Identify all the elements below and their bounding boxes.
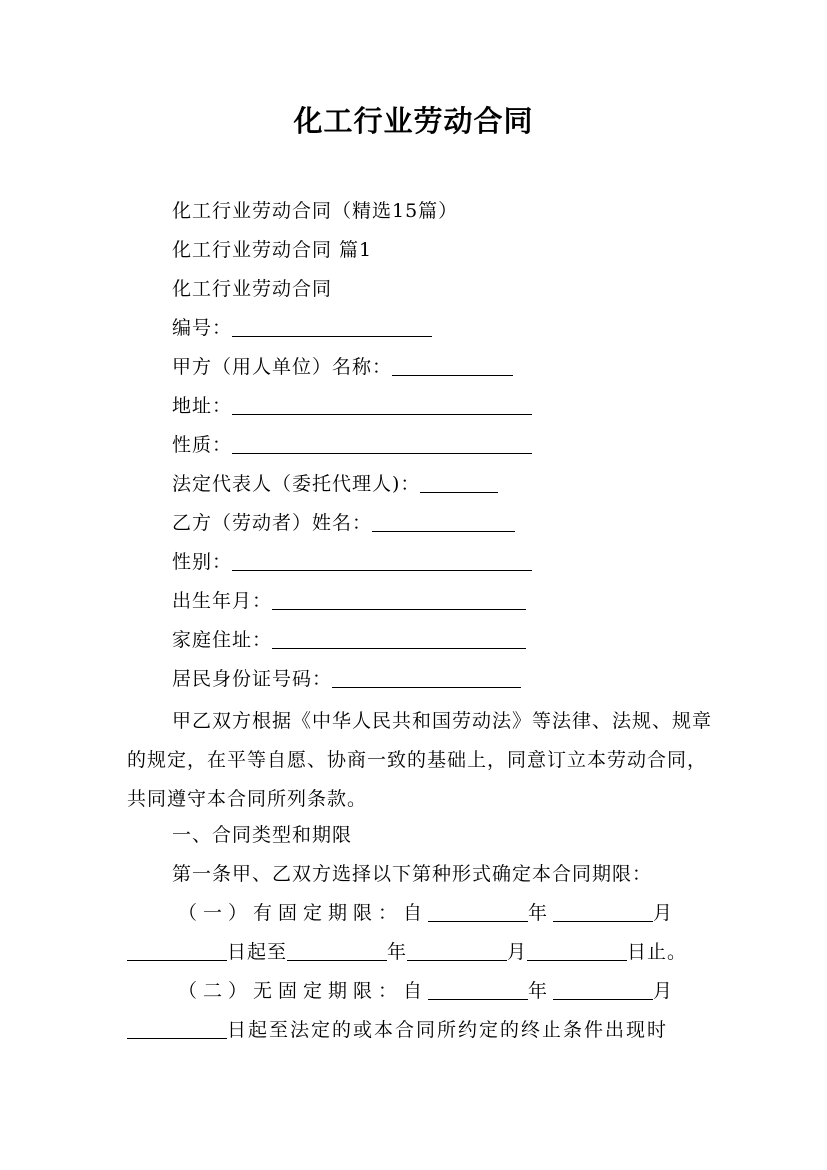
blank-start-year xyxy=(428,901,528,922)
intro-paragraph xyxy=(127,702,717,819)
field-gender-blank xyxy=(232,550,532,571)
fixed-year2-label: 年 xyxy=(387,941,408,963)
field-legal-rep-label: 法定代表人（委托代理人)： xyxy=(172,473,421,495)
blank-unfixed-month xyxy=(553,979,653,1000)
field-legal-rep xyxy=(172,470,717,498)
field-address-label: 地址： xyxy=(172,395,233,417)
field-legal-rep-blank xyxy=(420,472,498,493)
field-nature-label: 性质： xyxy=(172,434,233,456)
option-unfixed-label: （二）无固定期限：自 xyxy=(178,980,429,1002)
field-number xyxy=(172,314,717,342)
unfixed-year-label: 年 xyxy=(528,980,554,1002)
field-nature-blank xyxy=(232,433,532,454)
blank-start-day xyxy=(127,940,227,961)
field-home-address xyxy=(172,626,717,654)
field-id-number xyxy=(172,665,717,693)
article-1: 第一条甲、乙双方选择以下第种形式确定本合同期限： xyxy=(172,863,653,885)
field-number-label: 编号： xyxy=(172,317,233,339)
field-party-a-name-label: 甲方（用人单位）名称： xyxy=(172,356,393,378)
fixed-day-end-label: 日止。 xyxy=(627,941,688,963)
fixed-month-label: 月 xyxy=(653,902,679,924)
field-id-number-label: 居民身份证号码： xyxy=(172,668,333,690)
field-home-address-label: 家庭住址： xyxy=(172,629,273,651)
chapter-heading: 化工行业劳动合同 篇1 xyxy=(172,239,373,261)
field-number-blank xyxy=(232,316,432,337)
blank-end-day xyxy=(527,940,627,961)
blank-end-month xyxy=(407,940,507,961)
field-birth-blank xyxy=(272,589,526,610)
fixed-day-from-label: 日起至 xyxy=(227,941,288,963)
option-unfixed-term-cont xyxy=(127,1016,727,1044)
option-fixed-label: （一）有固定期限：自 xyxy=(178,902,429,924)
field-party-a-name-blank xyxy=(392,355,513,376)
section-heading: 一、合同类型和期限 xyxy=(172,824,353,846)
option-unfixed-term xyxy=(178,977,738,1005)
fixed-month2-label: 月 xyxy=(507,941,528,963)
field-gender xyxy=(172,548,717,576)
field-birth xyxy=(172,587,717,615)
option-fixed-term xyxy=(178,899,738,927)
field-id-number-blank xyxy=(332,667,521,688)
field-address-blank xyxy=(232,394,532,415)
field-party-b-name-label: 乙方（劳动者）姓名： xyxy=(172,512,373,534)
subtitle-line: 化工行业劳动合同（精选15篇） xyxy=(172,200,459,222)
field-nature xyxy=(172,431,717,459)
document-title: 化工行业劳动合同 xyxy=(293,104,534,138)
unfixed-rest-text: 日起至法定的或本合同所约定的终止条件出现时 xyxy=(227,1019,669,1041)
blank-start-month xyxy=(553,901,653,922)
blank-end-year xyxy=(287,940,387,961)
blank-unfixed-year xyxy=(428,979,528,1000)
field-party-b-name-blank xyxy=(372,511,515,532)
intro-paragraph-text: 甲乙双方根据《中华人民共和国劳动法》等法律、法规、规章的规定，在平等自愿、协商一致的基础上，同意订立本劳动合同，共同遵守本合同所列条款。 xyxy=(127,710,713,810)
unfixed-month-label: 月 xyxy=(653,980,679,1002)
field-address xyxy=(172,392,717,420)
blank-unfixed-day xyxy=(127,1018,227,1039)
field-birth-label: 出生年月： xyxy=(172,590,273,612)
option-fixed-term-cont xyxy=(127,938,727,966)
fixed-year-label: 年 xyxy=(528,902,554,924)
field-gender-label: 性别： xyxy=(172,551,233,573)
field-home-address-blank xyxy=(272,628,526,649)
field-party-b-name xyxy=(172,509,717,537)
field-party-a-name xyxy=(172,353,717,381)
contract-name-line: 化工行业劳动合同 xyxy=(172,278,333,300)
